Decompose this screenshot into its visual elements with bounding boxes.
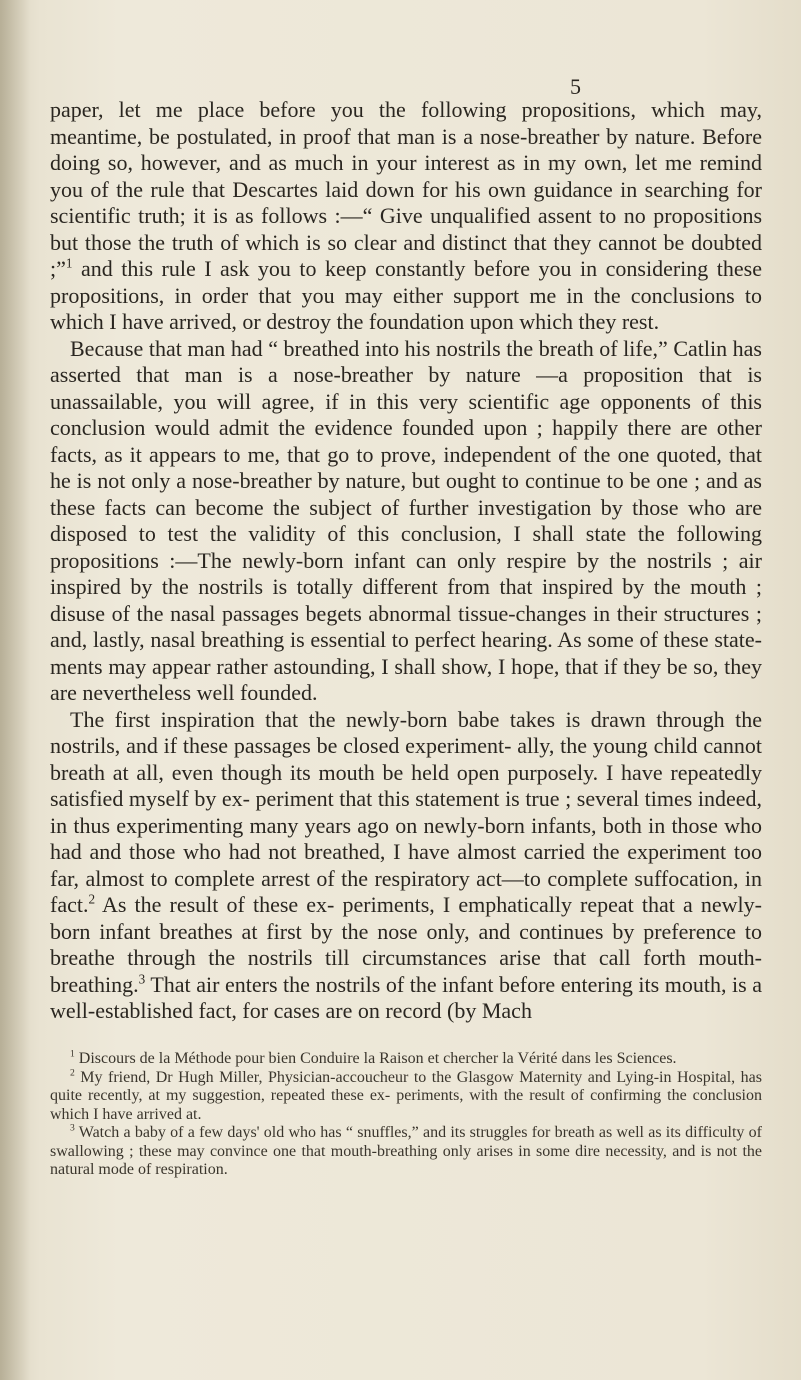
paragraph-text: Because that man had “ breathed into his nostrils the breath of life,” Catlin has asserted that man is a nose-breather by nature —a proposition that is unassailable, you will agree, if in this very scientific age opponents of this conclusion would admit the evidence founded upon ; happily there are other facts, as it appears to me, that go to prove, independent of the one quoted, that he is not only a nose-breather by nature, but ought to continue to be one ; and as these facts can become the subject of further investigation by those who are disposed to test the validity of this conclusion, I shall state the following propositions :—The newly-born infant can only respire by the nostrils ; air inspired by the nostrils is totally different from that inspired by the mouth ; disuse of the nasal passages begets abnormal tissue-changes in their structures ; and, lastly, nasal breathing is essential to perfect hearing. As some of these state- ments may appear rather astounding, I shall show, I hope, that if they be so, they are nevertheless well founded. (50, 335, 762, 705)
body-text (50, 97, 762, 1025)
footnote-3 (50, 1124, 762, 1180)
binding-shadow (0, 0, 30, 1380)
paragraph-text: The first inspiration that the newly-born babe takes is drawn through the nostrils, and if these passages be closed experiment- ally, the young child cannot breath at all, even though its mouth be held open purposely. I have repeatedly satisfied myself by ex- periment that this statement is true ; several times indeed, in thus experimenting many years ago on newly-born infants, both in those who had and those who had not breathed, I have almost carried the experiment too far, almost to complete arrest of the respiratory act—to complete suffocation, in fact. (50, 706, 762, 917)
footnote-marker: 2 (70, 1067, 75, 1079)
paragraph-2 (50, 336, 762, 707)
footnote-1 (50, 1050, 762, 1069)
footnote-ref-2: 2 (88, 891, 96, 907)
paragraph-text: As the result of these ex- periments, I emphatically repeat that a newly-born infant breathes at first by the nose only, and continues by preference to breathe through the nostrils till circumstances arise that call forth mouth- breathing. (50, 892, 762, 997)
paragraph-text: That air enters the nostrils of the infant before entering its mouth, is a well-established fact, for cases are on record (by Mach (50, 971, 762, 1023)
footnote-text: Discours de la Méthode pour bien Conduire la Raison et chercher la Vérité dans les Sciences. (74, 1050, 677, 1067)
page-number: 5 (570, 74, 581, 99)
footnote-marker: 3 (70, 1122, 75, 1134)
footnote-marker: 1 (70, 1048, 75, 1060)
footnote-text: My friend, Dr Hugh Miller, Physician-accoucheur to the Glasgow Maternity and Lying-in Hospital, has quite recently, at my suggestion, repeated these ex- periments, with the result of confirming the conclusion which I have arrived at. (50, 1068, 762, 1123)
footnote-ref-3: 3 (138, 971, 146, 987)
paragraph-1 (50, 97, 762, 336)
footnote-2 (50, 1069, 762, 1125)
paragraph-3 (50, 707, 762, 1025)
footnotes (50, 1050, 762, 1180)
paragraph-text: and this rule I ask you to keep constantly before you in considering these propositions, in order that you may either support me in the conclusions to which I have arrived, or destroy the foundation upon which they rest. (50, 256, 762, 334)
footnote-ref-1: 1 (65, 255, 73, 271)
footnote-text: Watch a baby of a few days' old who has “ snuffles,” and its struggles for breath as well as its difficulty of swallowing ; these may convince one that mouth-breathing only arises in some dire necessity, and is not the natural mode of respiration. (50, 1124, 762, 1178)
paragraph-text: paper, let me place before you the following propositions, which may, meantime, be postulated, in proof that man is a nose-breather by nature. Before doing so, however, and as much in your interest as in my own, let me remind you of the rule that Descartes laid down for his own guidance in searching for scientific truth; it is as follows :—“ Give unqualified assent to no propositions but those the truth of which is so clear and distinct that they cannot be doubted ;” (50, 97, 762, 281)
